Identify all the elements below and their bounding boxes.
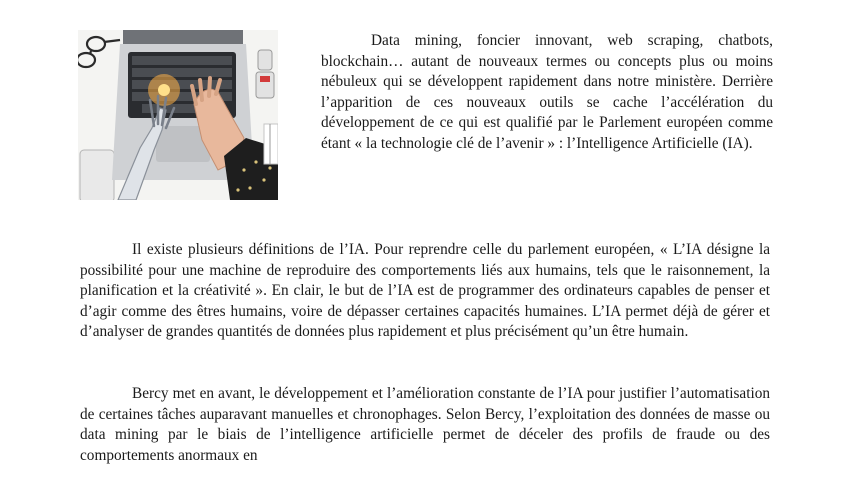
paragraph-definitions: Il existe plusieurs définitions de l’IA. Pour reprendre celle du parlement européen, « L’IA désigne la possibilité pour une machine de reproduire des comportements liés aux humains, tels que le raisonnement, la planification et la créativité ». En clair, le but de l’IA est de programmer des ordinateurs capables de penser et d’agir comme des êtres humains, voire de dépasser certaines capacités humaines. L’IA permet déjà de gérer et d’analyser de grandes quantités de données plus rapidement et plus précisément qu’un être humain.: [80, 241, 770, 341]
intro-text: Data mining, foncier innovant, web scraping, chatbots, blockchain… autant de nouveaux termes ou concepts plus ou moins nébuleux qui se développent rapidement dans notre ministère. Derrière l’apparition de ces nouveaux outils se cache l’accélération du développement de ce qui est qualifié par le Parlement européen comme étant « la technologie clé de l’avenir » : l’Intelligence Artificielle (IA).: [321, 32, 773, 152]
intro-paragraph: [321, 31, 773, 155]
laptop-robot-hand-photo: [78, 30, 278, 200]
paragraph-bercy: Bercy met en avant, le développement et l’amélioration constante de l’IA pour justifier l’automatisation de certaines tâches auparavant manuelles et chronophages. Selon Bercy, l’exploitation des données de masse ou data mining par le biais de l’intelligence artificielle permet de déceler des profils de fraude ou des comportements anormaux en: [80, 385, 770, 464]
